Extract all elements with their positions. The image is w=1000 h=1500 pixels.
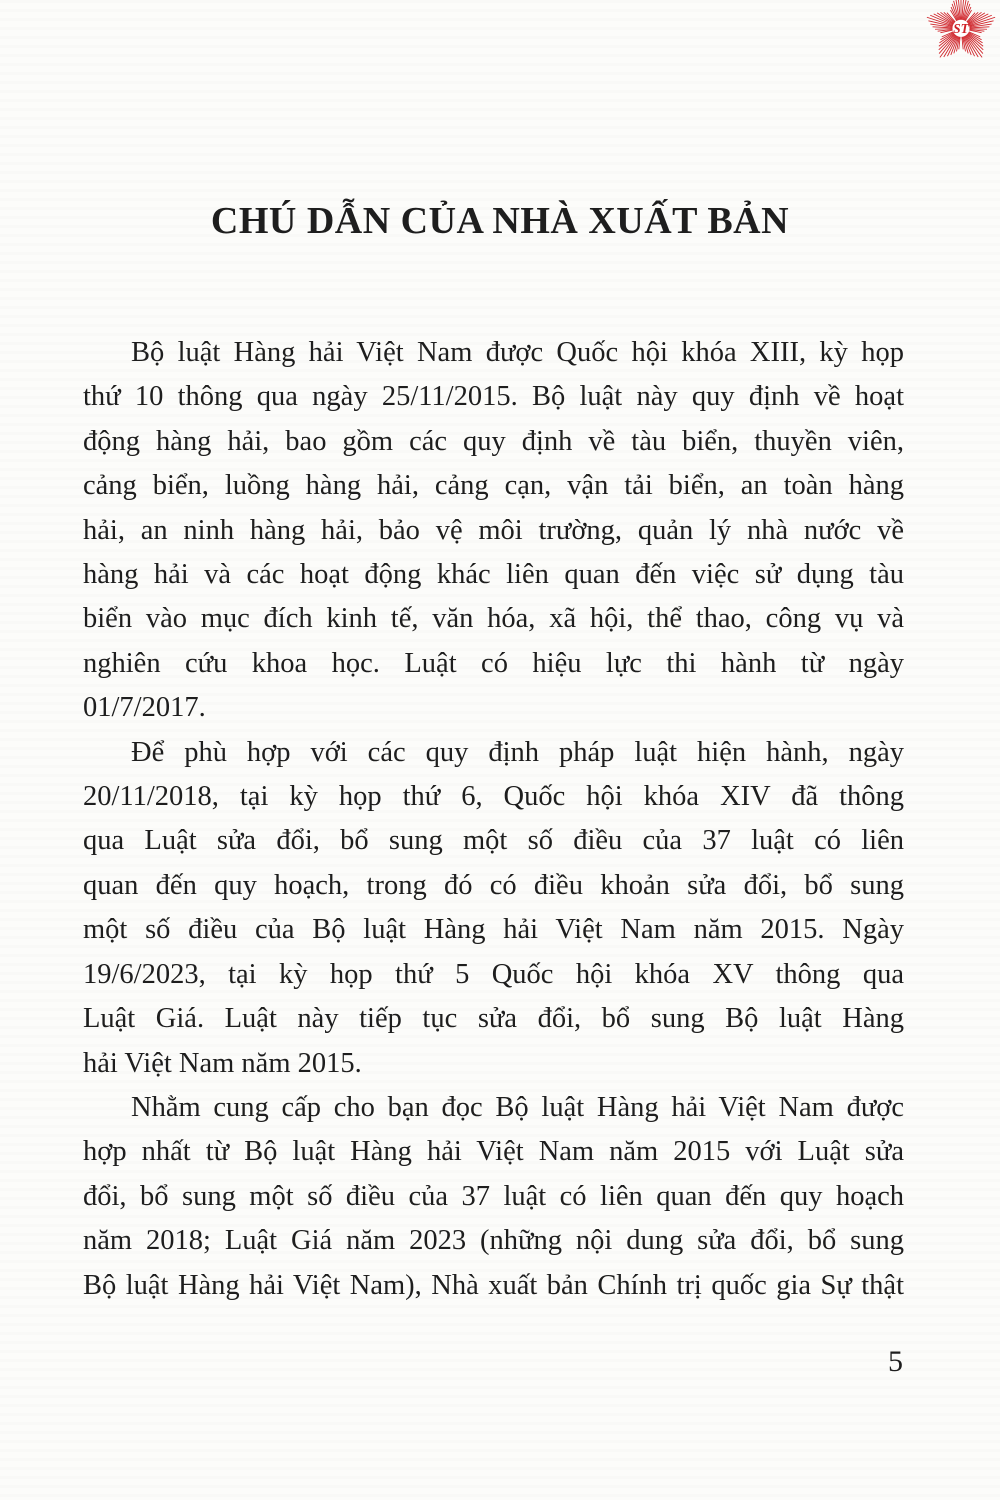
logo-ray (969, 29, 987, 30)
text-line: quan đến quy hoạch, trong đó có điều khoản sửa đổi, bổ sung (83, 869, 904, 901)
text-line: qua Luật sửa đổi, bổ sung một số điều của 37 luật có liên (83, 825, 904, 857)
text-line: nghiên cứu khoa học. Luật có hiệu lực thi hành từ ngày (83, 647, 904, 679)
text-line: 19/6/2023, tại kỳ họp thứ 5 Quốc hội khóa XV thông qua (83, 958, 904, 990)
text-line: một số điều của Bộ luật Hàng hải Việt Nam năm 2015. Ngày (83, 914, 904, 946)
text-line: cảng biển, luồng hàng hải, cảng cạn, vận tải biển, an toàn hàng (83, 470, 904, 502)
star-burst-icon (922, 0, 1000, 65)
publisher-logo (922, 0, 1000, 65)
page-number: 5 (888, 1345, 903, 1378)
text-line: Để phù hợp với các quy định pháp luật hiện hành, ngày (131, 736, 904, 768)
text-line: Luật Giá. Luật này tiếp tục sửa đổi, bổ sung Bộ luật Hàng (83, 1003, 904, 1035)
body-text (83, 331, 904, 1308)
paragraph (83, 1086, 904, 1308)
text-line: đổi, bổ sung một số điều của 37 luật có liên quan đến quy hoạch (83, 1180, 904, 1212)
text-line: hợp nhất từ Bộ luật Hàng hải Việt Nam năm 2015 với Luật sửa (83, 1136, 904, 1168)
text-line: Bộ luật Hàng hải Việt Nam được Quốc hội khóa XIII, kỳ họp (131, 337, 904, 368)
text-line: Nhằm cung cấp cho bạn đọc Bộ luật Hàng hải Việt Nam được (131, 1091, 904, 1123)
text-line: hàng hải và các hoạt động khác liên quan đến việc sử dụng tàu (83, 559, 904, 591)
logo-monogram: ST (953, 21, 969, 37)
text-line: động hàng hải, bao gồm các quy định về tàu biển, thuyền viên, (83, 425, 904, 457)
text-line: hải, an ninh hàng hải, bảo vệ môi trường, quản lý nhà nước về (83, 514, 904, 546)
page-title: CHÚ DẪN CỦA NHÀ XUẤT BẢN (210, 200, 790, 242)
text-line: năm 2018; Luật Giá năm 2023 (những nội dung sửa đổi, bổ sung (83, 1225, 904, 1257)
text-line: Bộ luật Hàng hải Việt Nam), Nhà xuất bản Chính trị quốc gia Sự thật (83, 1269, 904, 1301)
paragraph (83, 731, 904, 1086)
text-line: 01/7/2017. (83, 692, 206, 724)
text-line: thứ 10 thông qua ngày 25/11/2015. Bộ luật này quy định về hoạt (83, 381, 904, 413)
paragraph (83, 331, 904, 731)
logo-ray (935, 29, 953, 30)
text-line: hải Việt Nam năm 2015. (83, 1047, 362, 1079)
text-line: biển vào mục đích kinh tế, văn hóa, xã hội, thể thao, công vụ và (83, 603, 904, 635)
text-line: 20/11/2018, tại kỳ họp thứ 6, Quốc hội khóa XIV đã thông (83, 781, 904, 813)
